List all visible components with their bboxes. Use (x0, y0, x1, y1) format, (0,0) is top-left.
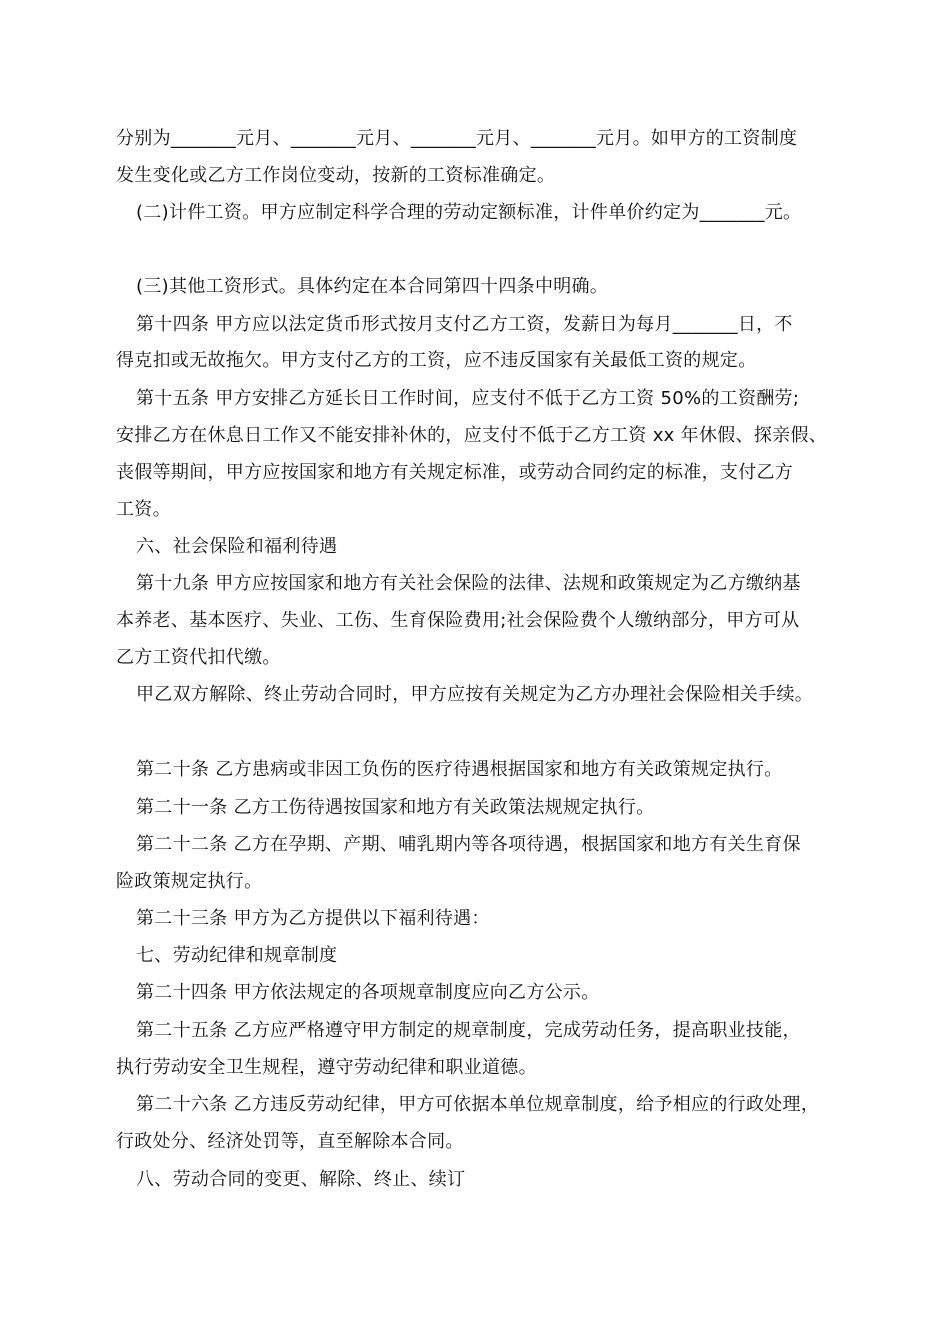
text-line: 分别为_______元月、_______元月、_______元月、_______元月。如甲方的工资制度 (116, 128, 798, 149)
text-line: 执行劳动安全卫生规程，遵守劳动纪律和职业道德。 (116, 1057, 537, 1078)
text-line: 本养老、基本医疗、失业、工伤、生育保险费用;社会保险费个人缴纳部分，甲方可从 (116, 610, 800, 631)
text-line: 第二十四条 甲方依法规定的各项规章制度应向乙方公示。 (136, 982, 600, 1003)
section-heading: 六、社会保险和福利待遇 (136, 536, 338, 557)
text-line: 乙方工资代扣代缴。 (116, 647, 281, 668)
text-line: 得克扣或无故拖欠。甲方支付乙方的工资，应不违反国家有关最低工资的规定。 (116, 350, 757, 371)
text-line: 险政策规定执行。 (116, 871, 263, 892)
text-line: 第十五条 甲方安排乙方延长日工作时间，应支付不低于乙方工资 50%的工资酬劳; (136, 388, 800, 409)
text-line: 安排乙方在休息日工作又不能安排补休的，应支付不低于乙方工资 xx 年休假、探亲假、 (116, 425, 828, 446)
section-heading: 八、劳动合同的变更、解除、终止、续订 (136, 1169, 466, 1190)
text-line: 第二十五条 乙方应严格遵守甲方制定的规章制度，完成劳动任务，提高职业技能， (136, 1020, 801, 1041)
text-line: 甲乙双方解除、终止劳动合同时，甲方应按有关规定为乙方办理社会保险相关手续。 (136, 684, 814, 705)
text-line: 行政处分、经济处罚等，直至解除本合同。 (116, 1131, 464, 1152)
text-line: 第二十三条 甲方为乙方提供以下福利待遇： (136, 908, 490, 929)
text-line: 第十九条 甲方应按国家和地方有关社会保险的法律、法规和政策规定为乙方缴纳基 (136, 573, 801, 594)
text-line: 发生变化或乙方工作岗位变动，按新的工资标准确定。 (116, 165, 556, 186)
section-heading: 七、劳动纪律和规章制度 (136, 945, 338, 966)
text-line: 第二十二条 乙方在孕期、产期、哺乳期内等各项待遇，根据国家和地方有关生育保 (136, 834, 801, 855)
text-line: 第二十六条 乙方违反劳动纪律，甲方可依据本单位规章制度，给予相应的行政处理， (136, 1094, 820, 1115)
text-line: 工资。 (116, 499, 171, 520)
text-line: (三)其他工资形式。具体约定在本合同第四十四条中明确。 (136, 276, 609, 297)
text-line: (二)计件工资。甲方应制定科学合理的劳动定额标准，计件单价约定为_______元。 (136, 202, 802, 223)
text-line: 第十四条 甲方应以法定货币形式按月支付乙方工资，发薪日为每月_______日，不 (136, 314, 793, 335)
text-line: 第二十条 乙方患病或非因工负伤的医疗待遇根据国家和地方有关政策规定执行。 (136, 759, 783, 780)
text-line: 丧假等期间，甲方应按国家和地方有关规定标准，或劳动合同约定的标准，支付乙方 (116, 462, 794, 483)
text-line: 第二十一条 乙方工伤待遇按国家和地方有关政策法规规定执行。 (136, 797, 655, 818)
